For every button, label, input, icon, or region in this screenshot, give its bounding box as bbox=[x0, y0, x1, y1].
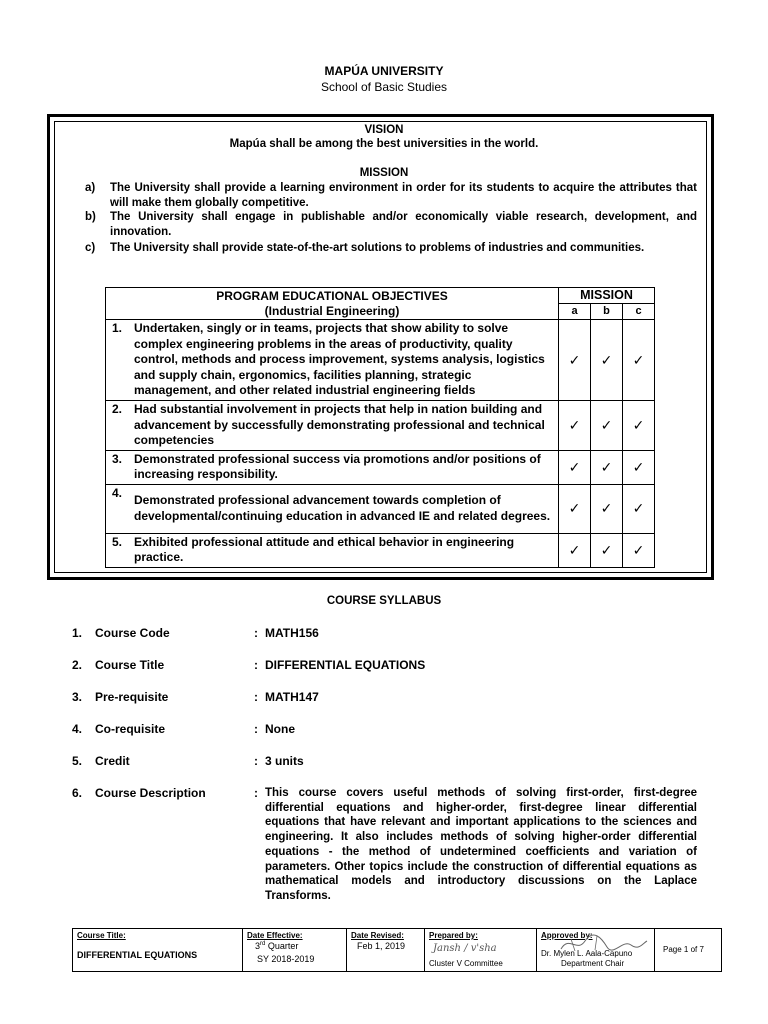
mission-col-c: c bbox=[623, 304, 655, 320]
school-name: School of Basic Studies bbox=[320, 80, 448, 94]
check-icon: ✓ bbox=[591, 401, 623, 451]
syllabus-heading: COURSE SYLLABUS bbox=[326, 595, 442, 607]
check-icon: ✓ bbox=[591, 320, 623, 401]
footer-prepared-by bbox=[425, 929, 537, 971]
row-colon: : bbox=[254, 786, 258, 800]
row-colon: : bbox=[254, 722, 258, 736]
peo-text: Demonstrated professional success via promotions and/or positions of increasing responsibility. bbox=[134, 451, 541, 481]
peo-num: 2. bbox=[112, 402, 123, 416]
footer-value: DIFFERENTIAL EQUATIONS bbox=[77, 950, 198, 960]
check-icon: ✓ bbox=[623, 320, 655, 401]
mission-heading: MISSION bbox=[359, 167, 409, 179]
mission-item bbox=[85, 181, 697, 211]
mission-col-a: a bbox=[559, 304, 591, 320]
row-colon: : bbox=[254, 658, 258, 672]
footer-label: Date Revised: bbox=[351, 931, 404, 940]
check-icon: ✓ bbox=[623, 533, 655, 567]
row-number: 6. bbox=[72, 786, 83, 800]
mission-item-text: The University shall provide a learning environment in order for its students to acquire the attributes that will make them globally competitive. bbox=[110, 182, 697, 209]
row-value: DIFFERENTIAL EQUATIONS bbox=[265, 658, 426, 672]
vision-heading: VISION bbox=[364, 124, 404, 136]
peo-row bbox=[106, 533, 655, 567]
check-icon: ✓ bbox=[559, 450, 591, 484]
peo-row bbox=[106, 450, 655, 484]
approver-name: Dr. Mylen L. Aala-Capuno bbox=[541, 949, 633, 958]
document-footer bbox=[72, 928, 722, 972]
mission-item bbox=[85, 241, 697, 256]
footer-label: Prepared by: bbox=[429, 931, 478, 940]
row-colon: : bbox=[254, 690, 258, 704]
quarter-number: 3 bbox=[255, 941, 261, 951]
peo-num: 4. bbox=[112, 485, 123, 500]
mission-item-text: The University shall engage in publishable and/or economically viable research, development, and innovation. bbox=[110, 211, 697, 238]
row-number: 2. bbox=[72, 658, 83, 672]
peo-text: Demonstrated professional advancement towards completion of developmental/continuing education in advanced IE and related degrees. bbox=[134, 493, 551, 523]
check-icon: ✓ bbox=[559, 484, 591, 533]
approver-role: Department Chair bbox=[561, 959, 625, 968]
row-number: 3. bbox=[72, 690, 83, 704]
peo-row bbox=[106, 320, 655, 401]
check-icon: ✓ bbox=[591, 450, 623, 484]
row-key: Credit bbox=[95, 754, 130, 768]
mission-column-header: MISSION bbox=[559, 288, 655, 304]
peo-row bbox=[106, 484, 655, 533]
peo-table bbox=[105, 287, 655, 568]
footer-label: Date Effective: bbox=[247, 931, 303, 940]
peo-row bbox=[106, 401, 655, 451]
course-description-text: This course covers useful methods of solving first-order, first-degree differential equations and higher-order, first-degree linear differential equations that have relevant and important applications to the sciences and engineering. It also includes methods of solving higher-order differential equations - the method of undetermined coefficients and variation of parameters. Other topics include the construction of differential equations as mathematical models and introductory discussions on the Laplace Transforms. bbox=[265, 787, 697, 902]
mission-item-label: a) bbox=[85, 182, 96, 194]
vision-text: Mapúa shall be among the best universities in the world. bbox=[229, 138, 539, 150]
check-icon: ✓ bbox=[559, 533, 591, 567]
page-number: Page 1 of 7 bbox=[663, 945, 704, 954]
footer-quarter bbox=[255, 941, 298, 951]
footer-course-title bbox=[73, 929, 243, 971]
peo-text: Had substantial involvement in projects that help in nation building and advancement by successfully demonstrating professional and technical competencies bbox=[134, 402, 545, 447]
check-icon: ✓ bbox=[623, 484, 655, 533]
check-icon: ✓ bbox=[623, 401, 655, 451]
row-key: Pre-requisite bbox=[95, 690, 169, 704]
footer-value: Cluster V Committee bbox=[429, 959, 503, 968]
footer-date-revised bbox=[347, 929, 425, 971]
quarter-suffix: rd bbox=[260, 941, 266, 947]
peo-text: Exhibited professional attitude and ethical behavior in engineering practice. bbox=[134, 534, 515, 564]
row-colon: : bbox=[254, 754, 258, 768]
university-name: MAPÚA UNIVERSITY bbox=[324, 64, 444, 78]
footer-value: Feb 1, 2019 bbox=[357, 941, 406, 951]
row-value: MATH156 bbox=[265, 626, 319, 640]
peo-num: 5. bbox=[112, 534, 123, 549]
row-number: 5. bbox=[72, 754, 83, 768]
footer-page-cell bbox=[655, 929, 720, 971]
footer-date-effective bbox=[243, 929, 347, 971]
mission-item-label: b) bbox=[85, 211, 96, 223]
row-number: 1. bbox=[72, 626, 83, 640]
row-key: Course Code bbox=[95, 626, 170, 640]
check-icon: ✓ bbox=[559, 320, 591, 401]
mission-item-label: c) bbox=[85, 242, 96, 254]
prepared-signature: Jansh / v'sha bbox=[433, 943, 497, 954]
row-value: 3 units bbox=[265, 754, 304, 768]
peo-text: Undertaken, singly or in teams, projects that show ability to solve complex engineering problems in the areas of productivity, quality control, methods and process improvement, systems analysis, logistics and supply chain, ergonomics, facilities planning, strategic management, and other related industrial engineering fields bbox=[134, 321, 545, 398]
peo-header bbox=[106, 288, 559, 320]
quarter-word: Quarter bbox=[267, 941, 299, 951]
peo-num: 1. bbox=[112, 321, 123, 335]
mission-item-text: The University shall provide state-of-the-art solutions to problems of industries and communities. bbox=[110, 242, 645, 254]
row-number: 4. bbox=[72, 722, 83, 736]
mission-col-b: b bbox=[591, 304, 623, 320]
row-value: None bbox=[265, 722, 295, 736]
row-value: MATH147 bbox=[265, 690, 319, 704]
peo-subtitle: (Industrial Engineering) bbox=[264, 303, 400, 318]
check-icon: ✓ bbox=[591, 533, 623, 567]
row-key: Co-requisite bbox=[95, 722, 166, 736]
peo-title: PROGRAM EDUCATIONAL OBJECTIVES bbox=[216, 288, 448, 303]
peo-num: 3. bbox=[112, 451, 123, 466]
check-icon: ✓ bbox=[591, 484, 623, 533]
footer-school-year: SY 2018-2019 bbox=[257, 954, 315, 964]
check-icon: ✓ bbox=[559, 401, 591, 451]
check-icon: ✓ bbox=[623, 450, 655, 484]
footer-label: Course Title: bbox=[77, 931, 126, 940]
mission-item bbox=[85, 210, 697, 240]
row-key: Course Description bbox=[95, 786, 206, 800]
footer-label: Approved by: bbox=[541, 931, 593, 940]
footer-approved-by bbox=[537, 929, 655, 971]
row-key: Course Title bbox=[95, 658, 165, 672]
row-colon: : bbox=[254, 626, 258, 640]
